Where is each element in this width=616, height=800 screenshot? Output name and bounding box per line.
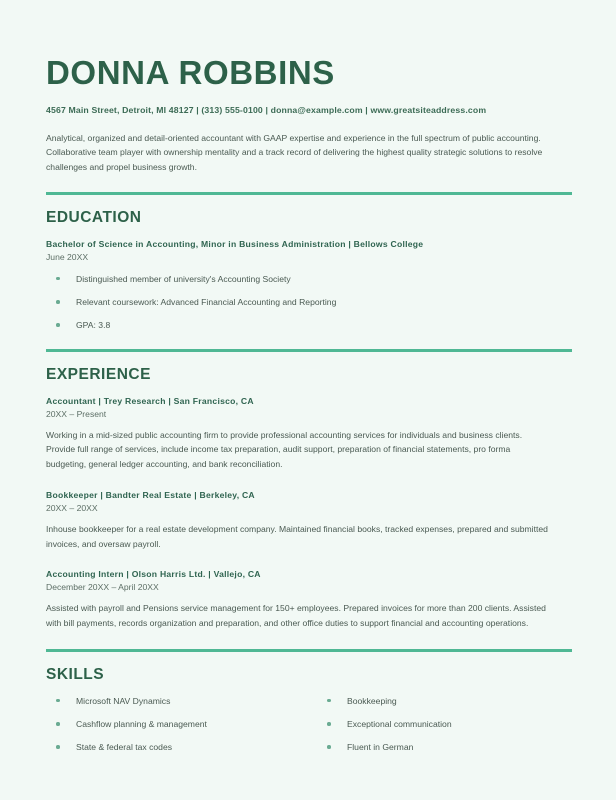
list-item: Exceptional communication — [317, 719, 572, 730]
experience-heading: Accountant | Trey Research | San Francisco, CA — [46, 395, 254, 406]
divider-skills — [46, 649, 572, 652]
skills-section — [46, 666, 572, 766]
experience-entry — [46, 490, 572, 552]
list-item: Microsoft NAV Dynamics — [46, 696, 309, 707]
skills-column-left — [46, 696, 309, 766]
divider-education — [46, 192, 572, 195]
divider-experience — [46, 349, 572, 352]
experience-description: Working in a mid-sized public accounting firm to provide professional accounting services for individuals and business clients. Provide full range of services, include income tax preparation, audit support, preparation of financial statements, pro forma budgeting, general ledger accounting, and bank reconciliation. — [46, 429, 523, 470]
experience-date: 20XX – Present — [46, 408, 107, 419]
education-section — [46, 209, 572, 332]
education-date: June 20XX — [46, 251, 89, 262]
skills-column-right — [309, 696, 572, 766]
education-bullet-list — [46, 274, 572, 332]
experience-heading: Bookkeeper | Bandter Real Estate | Berkeley, CA — [46, 489, 255, 500]
candidate-name: DONNA ROBBINS — [46, 54, 335, 91]
experience-entry — [46, 396, 572, 472]
experience-entry — [46, 569, 572, 631]
section-title-education: EDUCATION — [46, 208, 142, 226]
experience-heading: Accounting Intern | Olson Harris Ltd. | Vallejo, CA — [46, 569, 261, 580]
professional-summary: Analytical, organized and detail-oriented accountant with GAAP expertise and experience in the full spectrum of public accounting. Collaborative team player with ownership mentality and a track record of delivering the highest quality strategic solutions to resolve challenges and propel business growth. — [46, 132, 543, 173]
skills-list-left — [46, 696, 309, 754]
list-item: Distinguished member of university's Accounting Society — [46, 274, 572, 285]
list-item: GPA: 3.8 — [46, 320, 572, 331]
education-degree: Bachelor of Science in Accounting, Minor in Business Administration | Bellows College — [46, 238, 424, 249]
experience-date: 20XX – 20XX — [46, 502, 98, 513]
list-item: Bookkeeping — [317, 696, 572, 707]
experience-description: Assisted with payroll and Pensions service management for 150+ employees. Prepared invoices for more than 200 clients. Assisted with bill payments, records organization and preparation, and other office duties to support financial and accounting operations. — [46, 603, 546, 629]
list-item: Relevant coursework: Advanced Financial Accounting and Reporting — [46, 297, 572, 308]
list-item: State & federal tax codes — [46, 742, 309, 753]
education-entry — [46, 239, 572, 332]
experience-section — [46, 366, 572, 631]
skills-grid — [46, 696, 572, 766]
section-title-experience: EXPERIENCE — [46, 365, 151, 383]
experience-description: Inhouse bookkeeper for a real estate development company. Maintained financial books, tracked expenses, prepared and submitted invoices, and oversaw payroll. — [46, 523, 548, 549]
section-title-skills: SKILLS — [46, 665, 105, 683]
skills-list-right — [317, 696, 572, 754]
list-item: Fluent in German — [317, 742, 572, 753]
experience-date: December 20XX – April 20XX — [46, 582, 159, 593]
contact-line: 4567 Main Street, Detroit, MI 48127 | (313) 555-0100 | donna@example.com | www.greatsiteaddress.com — [46, 104, 487, 115]
list-item: Cashflow planning & management — [46, 719, 309, 730]
